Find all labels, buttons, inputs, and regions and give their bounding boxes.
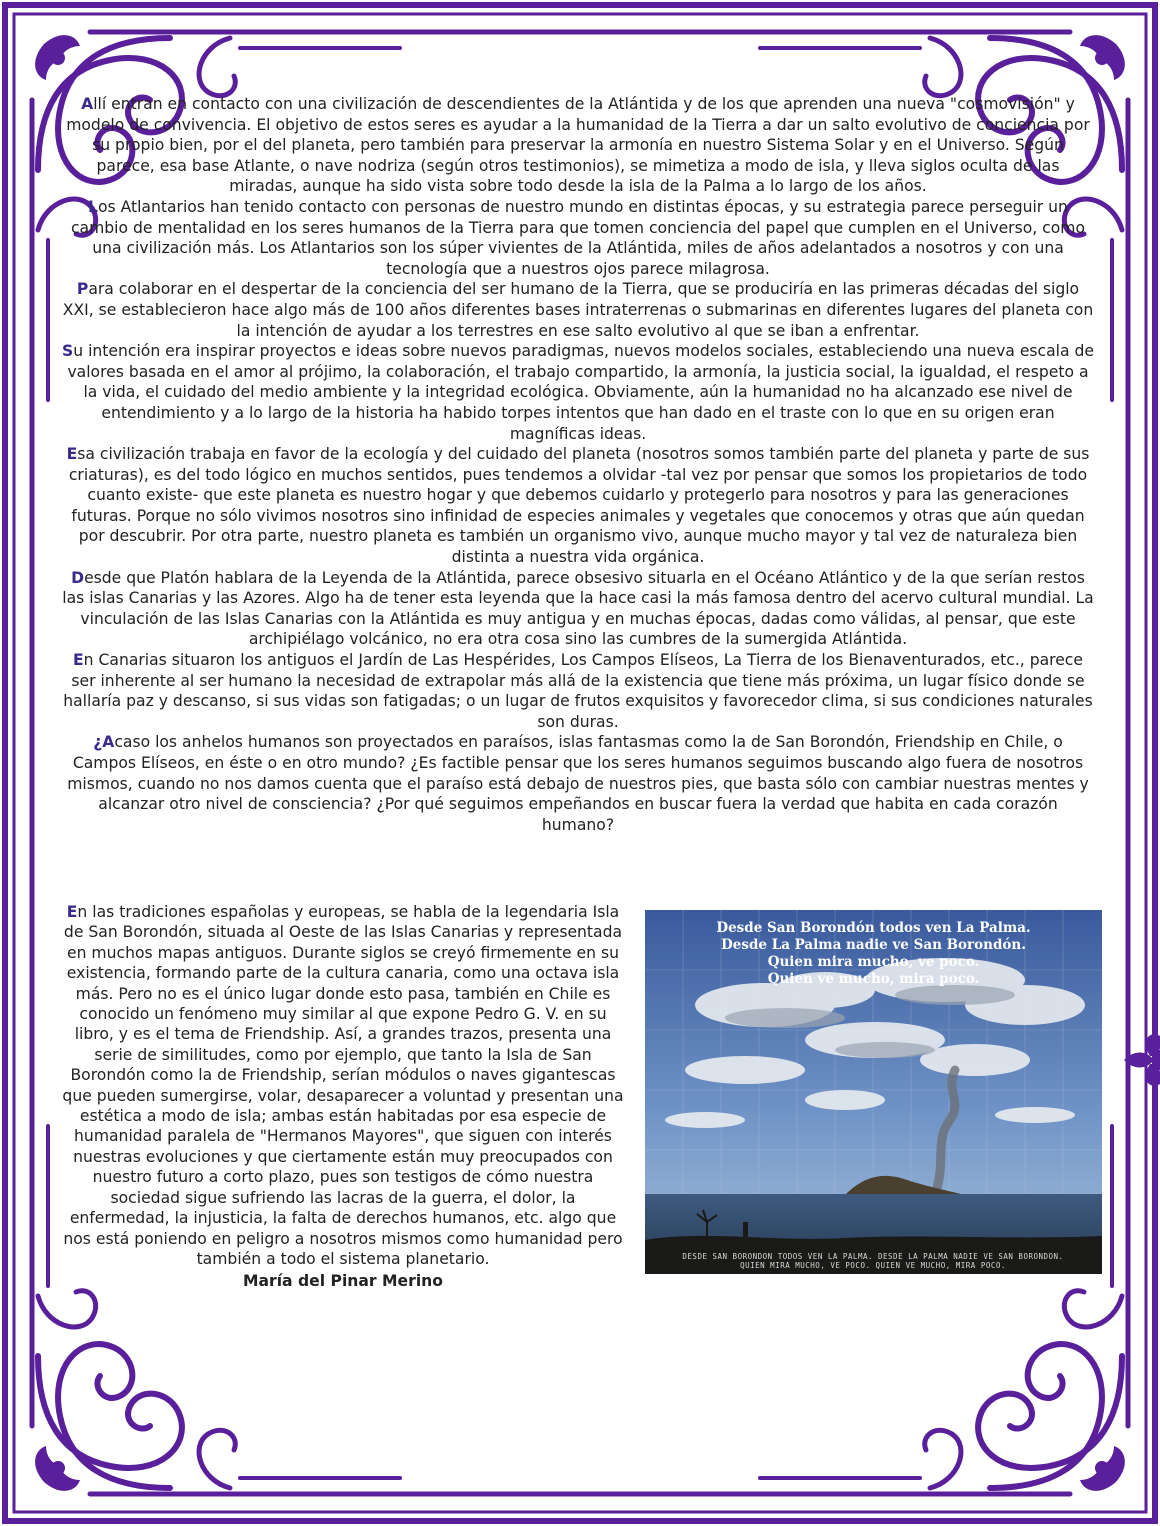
side-column (62, 902, 624, 1292)
photo-quote: Desde San Borondón todos ven La Palma. Desde La Palma nadie ve San Borondón. Quien mira mucho, ve poco. Quien ve mucho, mira poco. (716, 920, 1031, 987)
paragraph-6: Desde que Platón hablara de la Leyenda de la Atlántida, parece obsesivo situarla en el Océano Atlántico y de la que serían restos las islas Canarias y las Azores. Algo ha de tener esta leyenda que la hace casi la más famosa dentro del acervo cultural mundial. La vinculación de las Islas Canarias con la Atlántida es muy antigua y en muchas épocas, dadas como válidas, al pensar, que este archipiélago volcánico, no era otra cosa sino las cumbres de la sumergida Atlántida. (62, 568, 1094, 649)
paragraph-8: ¿Acaso los anhelos humanos son proyectados en paraísos, islas fantasmas como la de San Borondón, Friendship en Chile, o Campos Elíseos, en éste o en otro mundo? ¿Es factible pensar que los seres humanos seguimos buscando algo fuera de nosotros mismos, cuando no nos damos cuenta que el paraíso está debajo de nuestros pies, que basta sólo con cambiar nuestras mentes y alcanzar otro nivel de consciencia? ¿Por qué seguimos empeñandos en buscar fuera la verdad que habita en cada corazón humano? (67, 733, 1089, 834)
paragraph-9: En las tradiciones españolas y europeas, se habla de la legendaria Isla de San Borondón, situada al Oeste de las Islas Canarias y representada en muchos mapas antiguos. Durante siglos se creyó firmemente en su existencia, formando parte de la cultura canaria, como una octava isla más. Pero no es el único lugar donde esto pasa, también en Chile es conocido un fenómeno muy similar al que expone Pedro G. V. en su libro, y es el tema de Friendship. Así, a grandes trazos, presenta una serie de similitudes, como por ejemplo, que tanto la Isla de San Borondón como la de Friendship, serían módulos o naves gigantescas que pueden sumergirse, volar, desaparecer a voluntad y presentan una estética a modo de isla; ambas están habitadas por esa especie de humanidad paralela de "Hermanos Mayores", que siguen con interés nuestras evoluciones y que ciertamente están muy preocupados con nuestro futuro a corto plazo, pues son testigos de cómo nuestra sociedad sigue sufriendo las lacras de la guerra, el dolor, la enfermedad, la injusticia, la falta de derechos humanos, etc. algo que nos está poniendo en peligro a nosotros mismos como humanidad pero también a todo el sistema planetario. (62, 903, 624, 1268)
author-signature: María del Pinar Merino (242, 1272, 443, 1291)
paragraph-5: Esa civilización trabaja en favor de la ecología y del cuidado del planeta (nosotros somos también parte del planeta y parte de sus criaturas), es del todo lógico en muchos sentidos, pues tendemos a olvidar -tal vez por pensar que somos los propietarios de todo cuanto existe- que este planeta es nuestro hogar y que debemos cuidarlo y protegerlo para nosotros y para las generaciones futuras. Porque no sólo vivimos nosotros sino infinidad de especies animales y vegetales que conocemos y otras que aún quedan por descubrir. Por otra parte, nuestro planeta es también un organismo vivo, aunque mucho mayor y tal vez de naturaleza bien distinta a nuestra vida orgánica. (66, 445, 1090, 567)
photo-caption: DESDE SAN BORONDON TODOS VEN LA PALMA. DESDE LA PALMA NADIE VE SAN BORONDON. QUIEN MIRA MUCHO, VE POCO. QUIEN VE MUCHO, MIRA POCO. (682, 1252, 1064, 1270)
san-borondon-illustration (645, 910, 1102, 1274)
paragraph-4: Su intención era inspirar proyectos e ideas sobre nuevos paradigmas, nuevos modelos sociales, estableciendo una nueva escala de valores basada en el amor al prójimo, la colaboración, el trabajo compartido, la armonía, la justicia social, la igualdad, el respeto a la vida, el cuidado del medio ambiente y la integridad ecológica. Obviamente, aún la humanidad no ha alcanzado ese nivel de entendimiento y a lo largo de la historia ha habido torpes intentos que han dado en el traste con lo que en su origen eran magníficas ideas. (62, 342, 1095, 443)
paragraph-7: En Canarias situaron los antiguos el Jardín de Las Hespérides, Los Campos Elíseos, La Tierra de los Bienaventurados, etc., parece ser inherente al ser humano la necesidad de extrapolar más allá de la existencia que tiene más próxima, un lugar físico donde se hallaría paz y descanso, si sus vidas son fatigadas; o un lugar de frutos exquisitos y favorecedor clima, si sus condiciones naturales son duras. (63, 651, 1093, 731)
article-body (62, 94, 1094, 835)
paragraph-1: Allí entran en contacto con una civilización de descendientes de la Atlántida y de los que aprenden una nueva "cosmovisión" y modelo de convivencia. El objetivo de estos seres es ayudar a la humanidad de la Tierra a dar un salto evolutivo de conciencia por su propio bien, por el del planeta, pero también para preservar la armonía en nuestro Sistema Solar y en el Universo. Según parece, esa base Atlante, o nave nodriza (según otros testimonios), se mimetiza a modo de isla, y lleva siglos oculta de las miradas, aunque ha sido vista sobre todo desde la isla de la Palma a lo largo de los años. (66, 95, 1090, 196)
paragraph-3: Para colaborar en el despertar de la conciencia del ser humano de la Tierra, que se produciría en las primeras décadas del siglo XXI, se establecieron hace algo más de 100 años diferentes bases intraterrenas o submarinas en diferentes lugares del planeta con la intención de ayudar a los terrestres en ese salto evolutivo al que se iban a enfrentar. (62, 280, 1094, 340)
paragraph-2: Los Atlantarios han tenido contacto con personas de nuestro mundo en distintas épocas, y su estrategia parece perseguir un cambio de mentalidad en los seres humanos de la Tierra para que tomen conciencia del papel que cumplen en el Universo, como una civilización más. Los Atlantarios son los súper vivientes de la Atlántida, miles de años adelantados a nosotros y con una tecnología que a nuestros ojos parece milagrosa. (70, 197, 1086, 278)
